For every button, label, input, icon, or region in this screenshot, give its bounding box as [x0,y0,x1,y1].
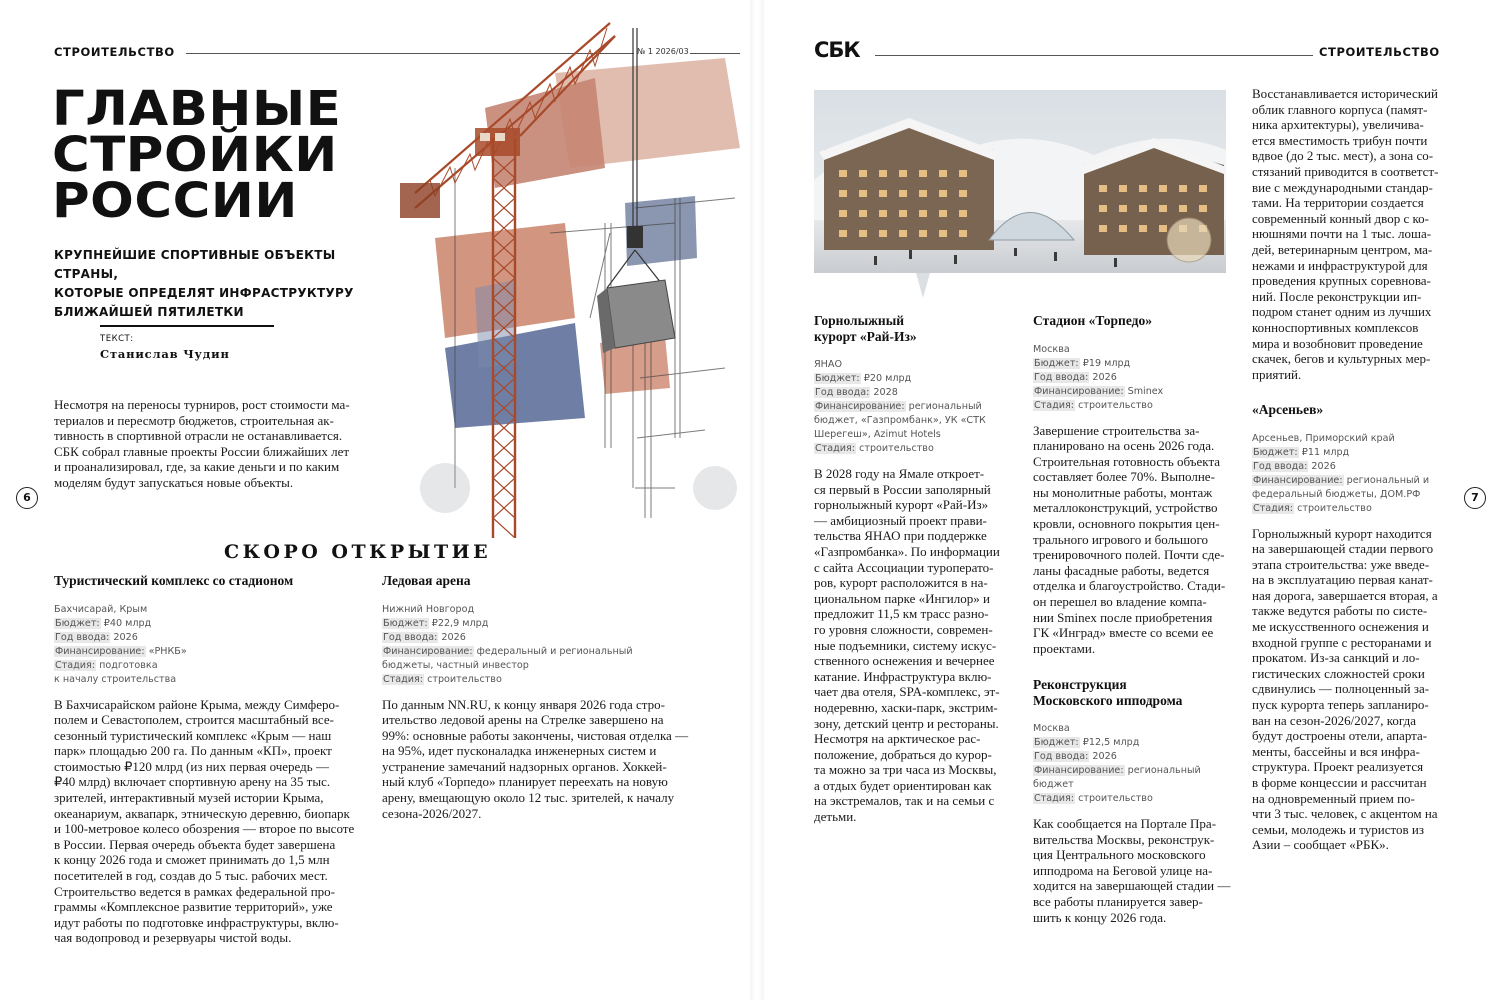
body-line: Строительная готовность объекта [1033,453,1221,469]
project-body [1033,816,1238,925]
body-line: ны монолитные работы, монтаж [1033,484,1213,500]
body-line: скачек, бегов и культурных мер- [1252,351,1431,367]
body-line: В Бахчисарайском районе Крыма, между Симферо- [54,696,340,712]
body-line: ция Центрального московского [1033,847,1206,863]
title-line-1: ГЛАВНЫЕ [52,81,342,137]
body-line: детьми. [814,809,857,825]
meta-funding-extra: бюджет, «Газпромбанк», УК «СТК [814,415,986,426]
body-line: Горнолыжный курорт находится [1252,525,1432,541]
body-line: менты, бассейны и вся инфра- [1252,743,1420,759]
body-line: Как сообщается на Портале Пра- [1033,816,1217,831]
subtitle-line-2: КОТОРЫЕ ОПРЕДЕЛЯТ ИНФРАСТРУКТУРУ [54,286,354,300]
body-line: идут работы по подготовке инфраструктуры, вклю- [54,914,339,930]
author-label: ТЕКСТ: [100,334,134,344]
body-line: ходится на завершающей стадии — [1033,878,1231,894]
sbk-logo: СБК [814,38,860,62]
body-line: входной группе с ресторанами и [1252,634,1432,650]
body-line: а отдых будет ориентирован как [814,777,992,793]
project-arsenyev [1252,402,1462,853]
intro-line: моделям будут запускаться новые объекты. [54,474,294,490]
title-line: Реконструкция [1033,677,1127,692]
body-line: вие с международными стандар- [1252,179,1433,195]
meta-stage-extra: к началу строительства [54,673,177,685]
project-body [1033,423,1238,657]
meta-year [1033,750,1238,764]
soon-heading: СКОРО ОТКРЫТИЕ [224,541,492,563]
project-meta [1033,343,1238,413]
meta-key: Финансирование: [1034,765,1124,776]
meta-key: Год ввода: [1034,751,1089,762]
meta-year [382,631,702,645]
meta-value: 2026 [1092,371,1117,383]
body-line: посетителей в год, создав до 5 тыс. рабочих мест. [54,868,328,884]
body-line: сезонный туристический комплекс «Крым — наш [54,727,332,743]
meta-value: строительство [427,673,502,685]
body-line: океанариум, аквапарк, этническую деревню, биопарк [54,805,350,821]
meta-value: 2028 [873,387,898,398]
body-line: на в эксплуатацию первая канат- [1252,572,1433,588]
body-line: ров, курорт расположится в на- [814,575,988,591]
title-line: Московского ипподрома [1033,692,1183,708]
body-line: вдвое (до 2 тыс. мест), а зона со- [1252,148,1434,164]
meta-key: Год ввода: [815,387,870,398]
body-line: в России. Первая очередь объекта будет завершена [54,836,336,852]
meta-value: ₽22,9 млрд [431,617,489,629]
project-rai-iz [814,313,1014,825]
body-line: Восстанавливается исторический [1252,86,1438,101]
meta-key: Бюджет: [383,617,428,629]
article-title [52,81,342,229]
project-body [54,697,374,947]
body-line: он перешел во владение компа- [1033,594,1207,610]
body-line: горнолыжный курорт «Рай-Из» [814,497,989,513]
meta-key: Бюджет: [815,373,860,384]
meta-key: Финансирование: [815,401,905,412]
body-line: та можно за три часа из Москвы, [814,762,997,778]
meta-budget [54,617,374,631]
right-header-rule [875,55,1313,56]
meta-year [54,631,374,645]
resort-rendering [814,90,1226,298]
body-line: все работы планируется завер- [1033,893,1203,909]
meta-key: Год ввода: [55,631,110,643]
body-line: — амбициозный проект прави- [814,512,987,528]
subtitle-line-3: БЛИЖАЙШЕЙ ПЯТИЛЕТКИ [54,305,244,319]
body-line: устранение замечаний надзорных органов. Хоккей- [382,758,667,774]
meta-stage [54,659,374,673]
project-title: «Арсеньев» [1252,402,1324,417]
author-name: Станислав Чудин [100,347,230,361]
meta-key: Стадия: [55,659,96,671]
intro-line: териалов и пересмотр бюджетов, строительная ак- [54,412,334,428]
meta-key: Стадия: [1253,502,1294,514]
body-line: и 100-метровое колесо обозрения — второе по высоте [54,821,355,837]
body-line: сдвинулись — полноценный за- [1252,681,1430,697]
body-line: зону, детский центр и рестораны. [814,715,999,731]
body-line: парк» площадью 200 га. По данным «КП», проект [54,743,332,759]
body-line: нодеревню, хаски-парк, экстрим- [814,699,998,715]
title-line: Горнолыжный [814,313,905,328]
left-section-label: СТРОИТЕЛЬСТВО [54,45,175,59]
body-line: чая водопровод и резервуары чистой воды. [54,930,292,946]
meta-funding [54,645,374,659]
body-line: также ведутся работы по систе- [1252,603,1428,619]
body-line: стоимостью ₽120 млрд (из них первая очередь — [54,758,329,774]
author-rule [100,325,274,327]
body-line: к концу 2026 года и сможет принимать до 1,5 млн [54,852,330,868]
body-line: ся первый в России заполярный [814,481,991,497]
meta-value: региональный бюджет [1033,765,1201,790]
meta-value: 2026 [441,631,466,643]
body-line: стязаний приводится в соответст- [1252,163,1439,179]
body-line: прокатом. Из-за санкций и ло- [1252,650,1420,666]
body-line: гистических сложностей сроки [1252,665,1425,681]
meta-key: Бюджет: [1034,737,1079,748]
meta-location: Москва [1033,343,1070,355]
meta-key: Финансирование: [1253,474,1343,486]
title-line-2: СТРОЙКИ [52,127,338,183]
body-line: ний. После реконструкции ип- [1252,288,1422,304]
project-title: Стадион «Торпедо» [1033,313,1152,328]
meta-key: Финансирование: [55,645,145,657]
intro-line: СБК собрал главные проекты России ближайших лет [54,443,350,459]
body-line: ₽40 млрд) включает спортивную арену на 35 тыс. [54,774,331,790]
title-line: курорт «Рай-Из» [814,328,917,344]
meta-value: ₽40 млрд [103,617,152,629]
meta-budget [1033,357,1238,371]
body-line: кровли, основного покрытия цен- [1033,516,1220,532]
meta-value: ₽11 млрд [1301,446,1350,458]
body-line: По данным NN.RU, к концу января 2026 года стро- [382,696,665,712]
project-meta [1033,722,1238,806]
meta-location: Нижний Новгород [382,603,475,615]
meta-key: Год ввода: [1253,460,1308,472]
body-line: дей, ветеринарным центром, ма- [1252,241,1433,257]
meta-year [814,386,1014,400]
body-line: Несмотря на арктическое рас- [814,731,981,747]
body-line: на завершающей стадии первого [1252,541,1434,557]
body-line: шить к концу 2026 года. [1033,909,1167,925]
meta-funding [1033,385,1238,399]
body-line: нии Sminex после приобретения [1033,609,1213,625]
body-line: отделка и благоустройство. Стади- [1033,578,1226,594]
body-line: сезона-2026/2027. [382,805,482,821]
meta-year [1252,460,1462,474]
body-line: ная дорога, завершается вторая, а [1252,587,1438,603]
meta-budget [1033,736,1238,750]
meta-stage [382,673,702,687]
meta-funding [1252,474,1462,488]
body-line: ется вместимость трибун почти [1252,132,1428,148]
meta-value: федеральный и региональный [476,645,633,657]
meta-budget [382,617,702,631]
body-line: предложит 11,5 км трасс разно- [814,606,989,622]
body-line: составляет более 70%. Выполне- [1033,469,1215,485]
body-line: ительство ледовой арены на Стрелке завершено на [382,712,664,728]
page-number-left: 6 [16,487,38,509]
project-meta [54,603,374,687]
body-line: арену, вмещающую около 12 тыс. зрителей, к началу [382,790,675,806]
meta-value: ₽20 млрд [863,373,912,384]
project-crimea [54,573,374,946]
meta-value: 2026 [1092,751,1117,762]
meta-year [1033,371,1238,385]
meta-value: строительство [1078,793,1153,804]
body-line: конноспортивных комплексов [1252,319,1419,335]
body-line: нюшнями почти на 1 тыс. лоша- [1252,226,1432,242]
meta-funding-extra: федеральный бюджеты, ДОМ.РФ [1252,488,1421,500]
spread-gutter [750,0,764,1000]
project-torpedo [1033,313,1238,656]
body-line: приятий. [1252,366,1302,382]
body-line: пуск курорта теперь запланиро- [1252,697,1429,713]
intro-paragraph [54,397,364,491]
meta-value: региональный и [1346,474,1430,486]
meta-key: Стадия: [383,673,424,685]
body-line: подром станет одним из лучших [1252,304,1432,320]
project-title [814,313,1014,344]
meta-key: Финансирование: [383,645,473,657]
meta-location: Бахчисарай, Крым [54,603,148,615]
body-line: циональном парке «Ингилор» и [814,590,990,606]
body-line: ГК «Инград» вместе со всеми ее [1033,625,1214,641]
body-line: тренировочного полей. Почти сде- [1033,547,1225,563]
meta-value: строительство [1297,502,1372,514]
article-subtitle [54,246,374,322]
body-line: мира и возобновит проведение [1252,335,1423,351]
meta-funding [382,645,702,659]
body-line: чает два отеля, SPA-комплекс, эт- [814,684,1000,700]
body-line: ланы фасадные работы, ведется [1033,562,1210,578]
body-line: ника архитектуры), увеличива- [1252,117,1424,133]
meta-key: Стадия: [1034,793,1075,804]
body-line: современный конный двор с ко- [1252,210,1429,226]
body-line: ный клуб «Торпедо» планирует переехать на новую [382,774,668,790]
body-line: трального игрового и большого [1033,531,1209,547]
project-title: Ледовая арена [382,573,471,588]
project-body [814,466,1014,825]
body-line: проведения крупных соревнова- [1252,273,1431,289]
body-line: проектами. [1033,640,1096,656]
intro-line: тивность в спортивной отрасли не останавливается. [54,428,343,444]
meta-location: Москва [1033,723,1070,734]
meta-value: подготовка [99,659,158,671]
body-line: вительства Москвы, реконструк- [1033,831,1215,847]
meta-key: Бюджет: [1034,357,1079,369]
project-meta [382,603,702,687]
meta-value: ₽19 млрд [1082,357,1131,369]
body-line: «Газпромбанка». По информации [814,543,1000,559]
meta-value: ₽12,5 млрд [1082,737,1140,748]
body-line: будут достроены отели, апарта- [1252,728,1428,744]
meta-budget [1252,446,1462,460]
body-line: катание. Инфраструктура вклю- [814,668,992,684]
body-line: на одновременный прием по- [1252,790,1415,806]
body-line: 99%: основные работы закончены, чистовая отделка — [382,727,689,743]
meta-key: Бюджет: [55,617,100,629]
crane-illustration [375,18,750,538]
meta-location: ЯНАО [814,359,842,370]
body-line: полем и Севастополем, строится масштабный все- [54,712,334,728]
body-line: структура. Проект реализуется [1252,759,1424,775]
meta-value: «РНКБ» [148,645,187,657]
project-hippodrome [1033,677,1238,925]
meta-value: строительство [1078,399,1153,411]
meta-stage [814,442,1014,456]
meta-location: Арсеньев, Приморский край [1252,432,1395,444]
meta-value: региональный [908,401,982,412]
meta-budget [814,372,1014,386]
meta-funding-extra: Шерегеш», Azimut Hotels [814,429,941,440]
page-number-right: 7 [1464,487,1486,509]
body-line: положение, добраться до курор- [814,746,992,762]
meta-value: строительство [859,443,934,454]
meta-funding-extra: бюджеты, частный инвестор [382,659,529,671]
project-meta [1252,432,1462,516]
body-line: ственного оснежения и вечернее [814,653,995,669]
meta-funding [1033,764,1238,792]
project-body [382,697,702,822]
body-line: зрителей, интерактивный музей истории Крыма, [54,790,324,806]
meta-key: Стадия: [1034,399,1075,411]
meta-key: Бюджет: [1253,446,1298,458]
body-line: ипподрома на Беговой улице на- [1033,862,1213,878]
body-line: планировано на осень 2026 года. [1033,438,1215,454]
hippodrome-continued [1252,86,1462,382]
body-line: В 2028 году на Ямале откроет- [814,466,985,481]
project-body [1252,526,1462,853]
intro-line: и проанализировал, где, за какие деньги и по каким [54,459,340,475]
meta-key: Год ввода: [1034,371,1089,383]
project-meta [814,358,1014,456]
body-line: Строительство ведется в рамках федеральной про- [54,883,335,899]
project-title [1033,677,1238,708]
body-line: ван на сезон-2026/2027, когда [1252,712,1416,728]
body-line: тельства ЯНАО при поддержке [814,528,987,544]
right-section-label: СТРОИТЕЛЬСТВО [1319,45,1440,59]
meta-key: Год ввода: [383,631,438,643]
body-line: семьи, молодежь и туристов из [1252,821,1424,837]
body-line: металлоконструкций, устройство [1033,500,1218,516]
body-line: го уровня сложности, современ- [814,621,993,637]
issue-number: № 1 2026/03 [637,47,689,56]
body-line: на экстремалов, так и на семьи с [814,793,995,809]
meta-stage [1252,502,1462,516]
body-line: на 95%, идет пусконаладка инженерных систем и [382,743,657,759]
meta-key: Финансирование: [1034,385,1124,397]
meta-value: Sminex [1127,385,1164,397]
body-line: Завершение строительства за- [1033,422,1200,438]
meta-value: 2026 [113,631,138,643]
subtitle-line-1: КРУПНЕЙШИЕ СПОРТИВНЫЕ ОБЪЕКТЫ СТРАНЫ, [54,248,336,281]
title-line-3: РОССИИ [52,173,298,229]
body-line: ме искусственного оснежения и [1252,619,1429,635]
body-line: граммы «Комплексное развитие территорий», уже [54,899,333,915]
meta-funding [814,400,1014,414]
intro-line: Несмотря на переносы турниров, рост стоимости ма- [54,397,350,412]
meta-stage [1033,399,1238,413]
project-title: Туристический комплекс со стадионом [54,573,294,588]
body-line: ные подъемники, систему искус- [814,637,997,653]
meta-stage [1033,792,1238,806]
body-line: с сайта Ассоциации туроперато- [814,559,994,575]
body-line: облик главного корпуса (памят- [1252,101,1428,117]
body-line: тами. На территории создается [1252,195,1424,211]
project-ice-arena [382,573,702,821]
body-line: чти 3 тыс. человек, с акцентом на [1252,806,1438,822]
body-line: Азии – сообщает «РБК». [1252,837,1389,853]
body-line: в форме концессии и рассчитан [1252,775,1427,790]
body-line: нежами и инфраструктурой для [1252,257,1428,273]
meta-key: Стадия: [815,443,856,454]
body-line: этапа строительства: уже введе- [1252,556,1430,572]
meta-value: 2026 [1311,460,1336,472]
